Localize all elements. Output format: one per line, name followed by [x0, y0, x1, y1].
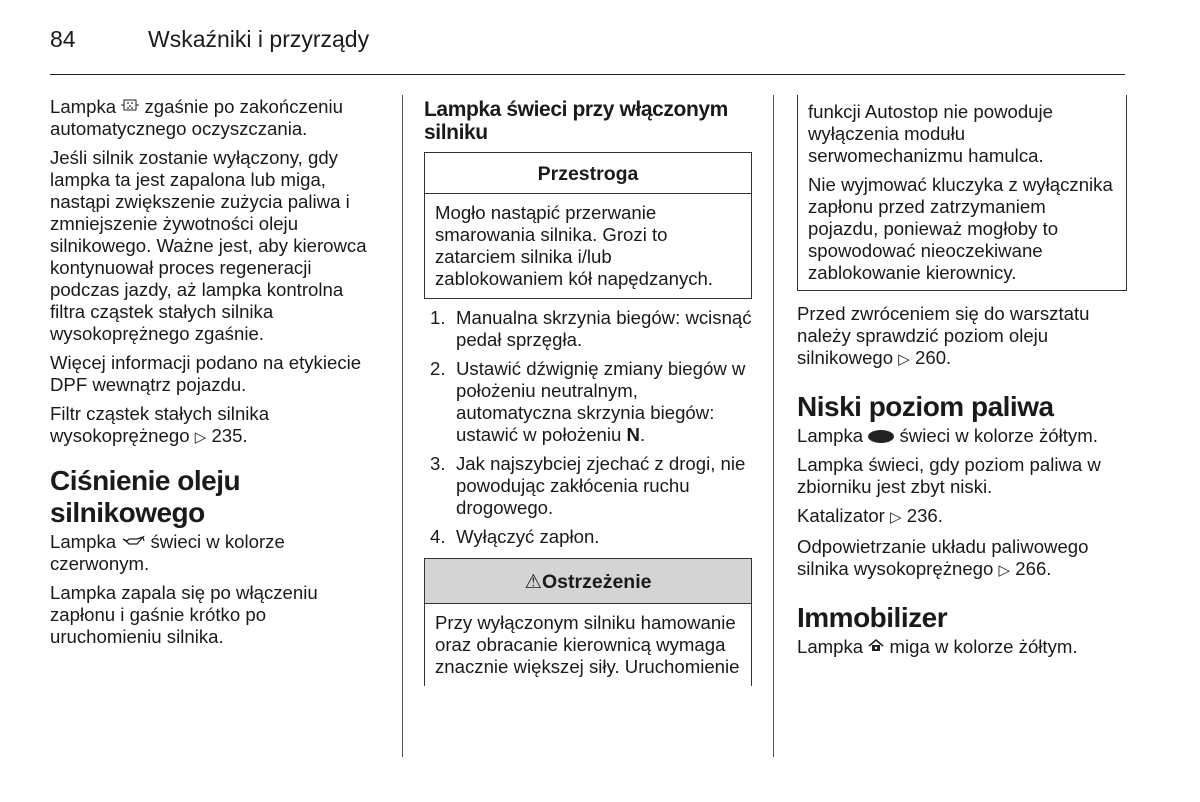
lamp-running-heading: Lampka świeci przy włączonym silniku [424, 98, 728, 144]
steps-list [424, 307, 752, 548]
fuel-lamp-icon [868, 430, 894, 443]
fuel-lamp-paragraph: Lampka świeci w kolorze żółtym. [797, 425, 1098, 446]
dpf-filter-icon [121, 96, 139, 118]
page-ref-icon: ▷ [890, 509, 902, 526]
column-divider-2 [773, 95, 774, 757]
header-divider [50, 74, 1125, 75]
column-2 [424, 98, 752, 686]
warning-triangle-icon: ⚠ [524, 571, 542, 593]
immobilizer-icon [868, 636, 884, 658]
fuel-low-paragraph: Lampka świeci, gdy poziom paliwa w zbiorniku jest zbyt niski. [797, 454, 1101, 497]
warning-box-continued [797, 95, 1127, 291]
list-item: 3. Jak najszybciej zjechać z drogi, nie powodując zakłócenia ruchu drogowego. [430, 453, 746, 518]
oil-lamp-behaviour-paragraph: Lampka zapala się po włączeniu zapłonu i gaśnie krótko po uruchomieniu silnika. [50, 582, 318, 647]
dpf-paragraph: Lampka zgaśnie po zakończeniu automatycznego oczyszczania. [50, 96, 343, 139]
dpf-warning-paragraph: Jeśli silnik zostanie wyłączony, gdy lampka ta jest zapalona lub miga, nastąpi zwiększenie zużycia paliwa i zmniejszenie żywotności oleju silnikowego. Ważne jest, aby kierowca kontynuował proces regeneracji podczas jazdy, aż lampka kontrolna filtra cząstek stałych silnika wysokoprężnego zgaśnie. [50, 147, 367, 344]
low-fuel-heading: Niski poziom paliwa [797, 391, 1054, 422]
catalyst-reference-paragraph: Katalizator ▷ 236. [797, 505, 1127, 529]
page-ref-link[interactable]: 236. [906, 505, 943, 526]
column-divider-1 [402, 95, 403, 757]
warning-title: ⚠Ostrzeżenie [425, 559, 751, 604]
oil-lamp-paragraph: Lampka świeci w kolorze czerwonym. [50, 531, 285, 574]
page-ref-link[interactable]: 235. [211, 425, 248, 446]
oil-pressure-heading: Ciśnienie oleju silnikowego [50, 465, 241, 528]
fuel-bleeding-reference-paragraph: Odpowietrzanie układu paliwowego silnika wysokoprężnego ▷ 266. [797, 536, 1127, 582]
column-3 [797, 95, 1127, 665]
warning-body: Przy wyłączonym silniku hamowanie oraz obracanie kierownicą wymaga znacznie większej siły. Uruchomienie [435, 612, 740, 677]
workshop-paragraph: Przed zwróceniem się do warsztatu należy sprawdzić poziom oleju silnikowego ▷ 260. [797, 303, 1127, 371]
page-ref-icon: ▷ [898, 351, 910, 368]
immobilizer-heading: Immobilizer [797, 602, 948, 633]
dpf-label-paragraph: Więcej informacji podano na etykiecie DPF wewnątrz pojazdu. [50, 352, 362, 395]
page-ref-icon: ▷ [194, 429, 207, 446]
page-title: Wskaźniki i przyrządy [148, 26, 370, 52]
oil-can-icon [121, 531, 145, 553]
column-1 [50, 96, 382, 655]
dpf-reference-paragraph: Filtr cząstek stałych silnika wysokoprężnego ▷ 235. [50, 403, 382, 449]
caution-title: Przestroga [425, 153, 751, 194]
caution-box [424, 152, 752, 299]
list-item: 2. Ustawić dźwignię zmiany biegów w położeniu neutralnym, automatyczna skrzynia biegów: ustawić w położeniu N. [430, 358, 746, 445]
page-number: 84 [50, 26, 76, 52]
page-ref-link[interactable]: 260. [915, 347, 952, 368]
list-item: 1. Manualna skrzynia biegów: wcisnąć pedał sprzęgła. [430, 307, 752, 350]
page-ref-icon: ▷ [998, 562, 1011, 579]
caution-body: Mogło nastąpić przerwanie smarowania silnika. Grozi to zatarciem silnika i/lub zablokowaniem kół napędzanych. [435, 202, 714, 289]
page-ref-link[interactable]: 266. [1015, 558, 1052, 579]
warning-box [424, 558, 752, 686]
warning-continued-text-2: Nie wyjmować kluczyka z wyłącznika zapłonu przed zatrzymaniem pojazdu, ponieważ mogłoby to spowodować nieoczekiwane zablokowanie kierownicy. [808, 174, 1113, 283]
immobilizer-paragraph: Lampka miga w kolorze żółtym. [797, 636, 1078, 657]
list-item: 4. Wyłączyć zapłon. [430, 526, 600, 547]
warning-continued-text-1: funkcji Autostop nie powoduje wyłączenia modułu serwomechanizmu hamulca. [808, 101, 1053, 166]
